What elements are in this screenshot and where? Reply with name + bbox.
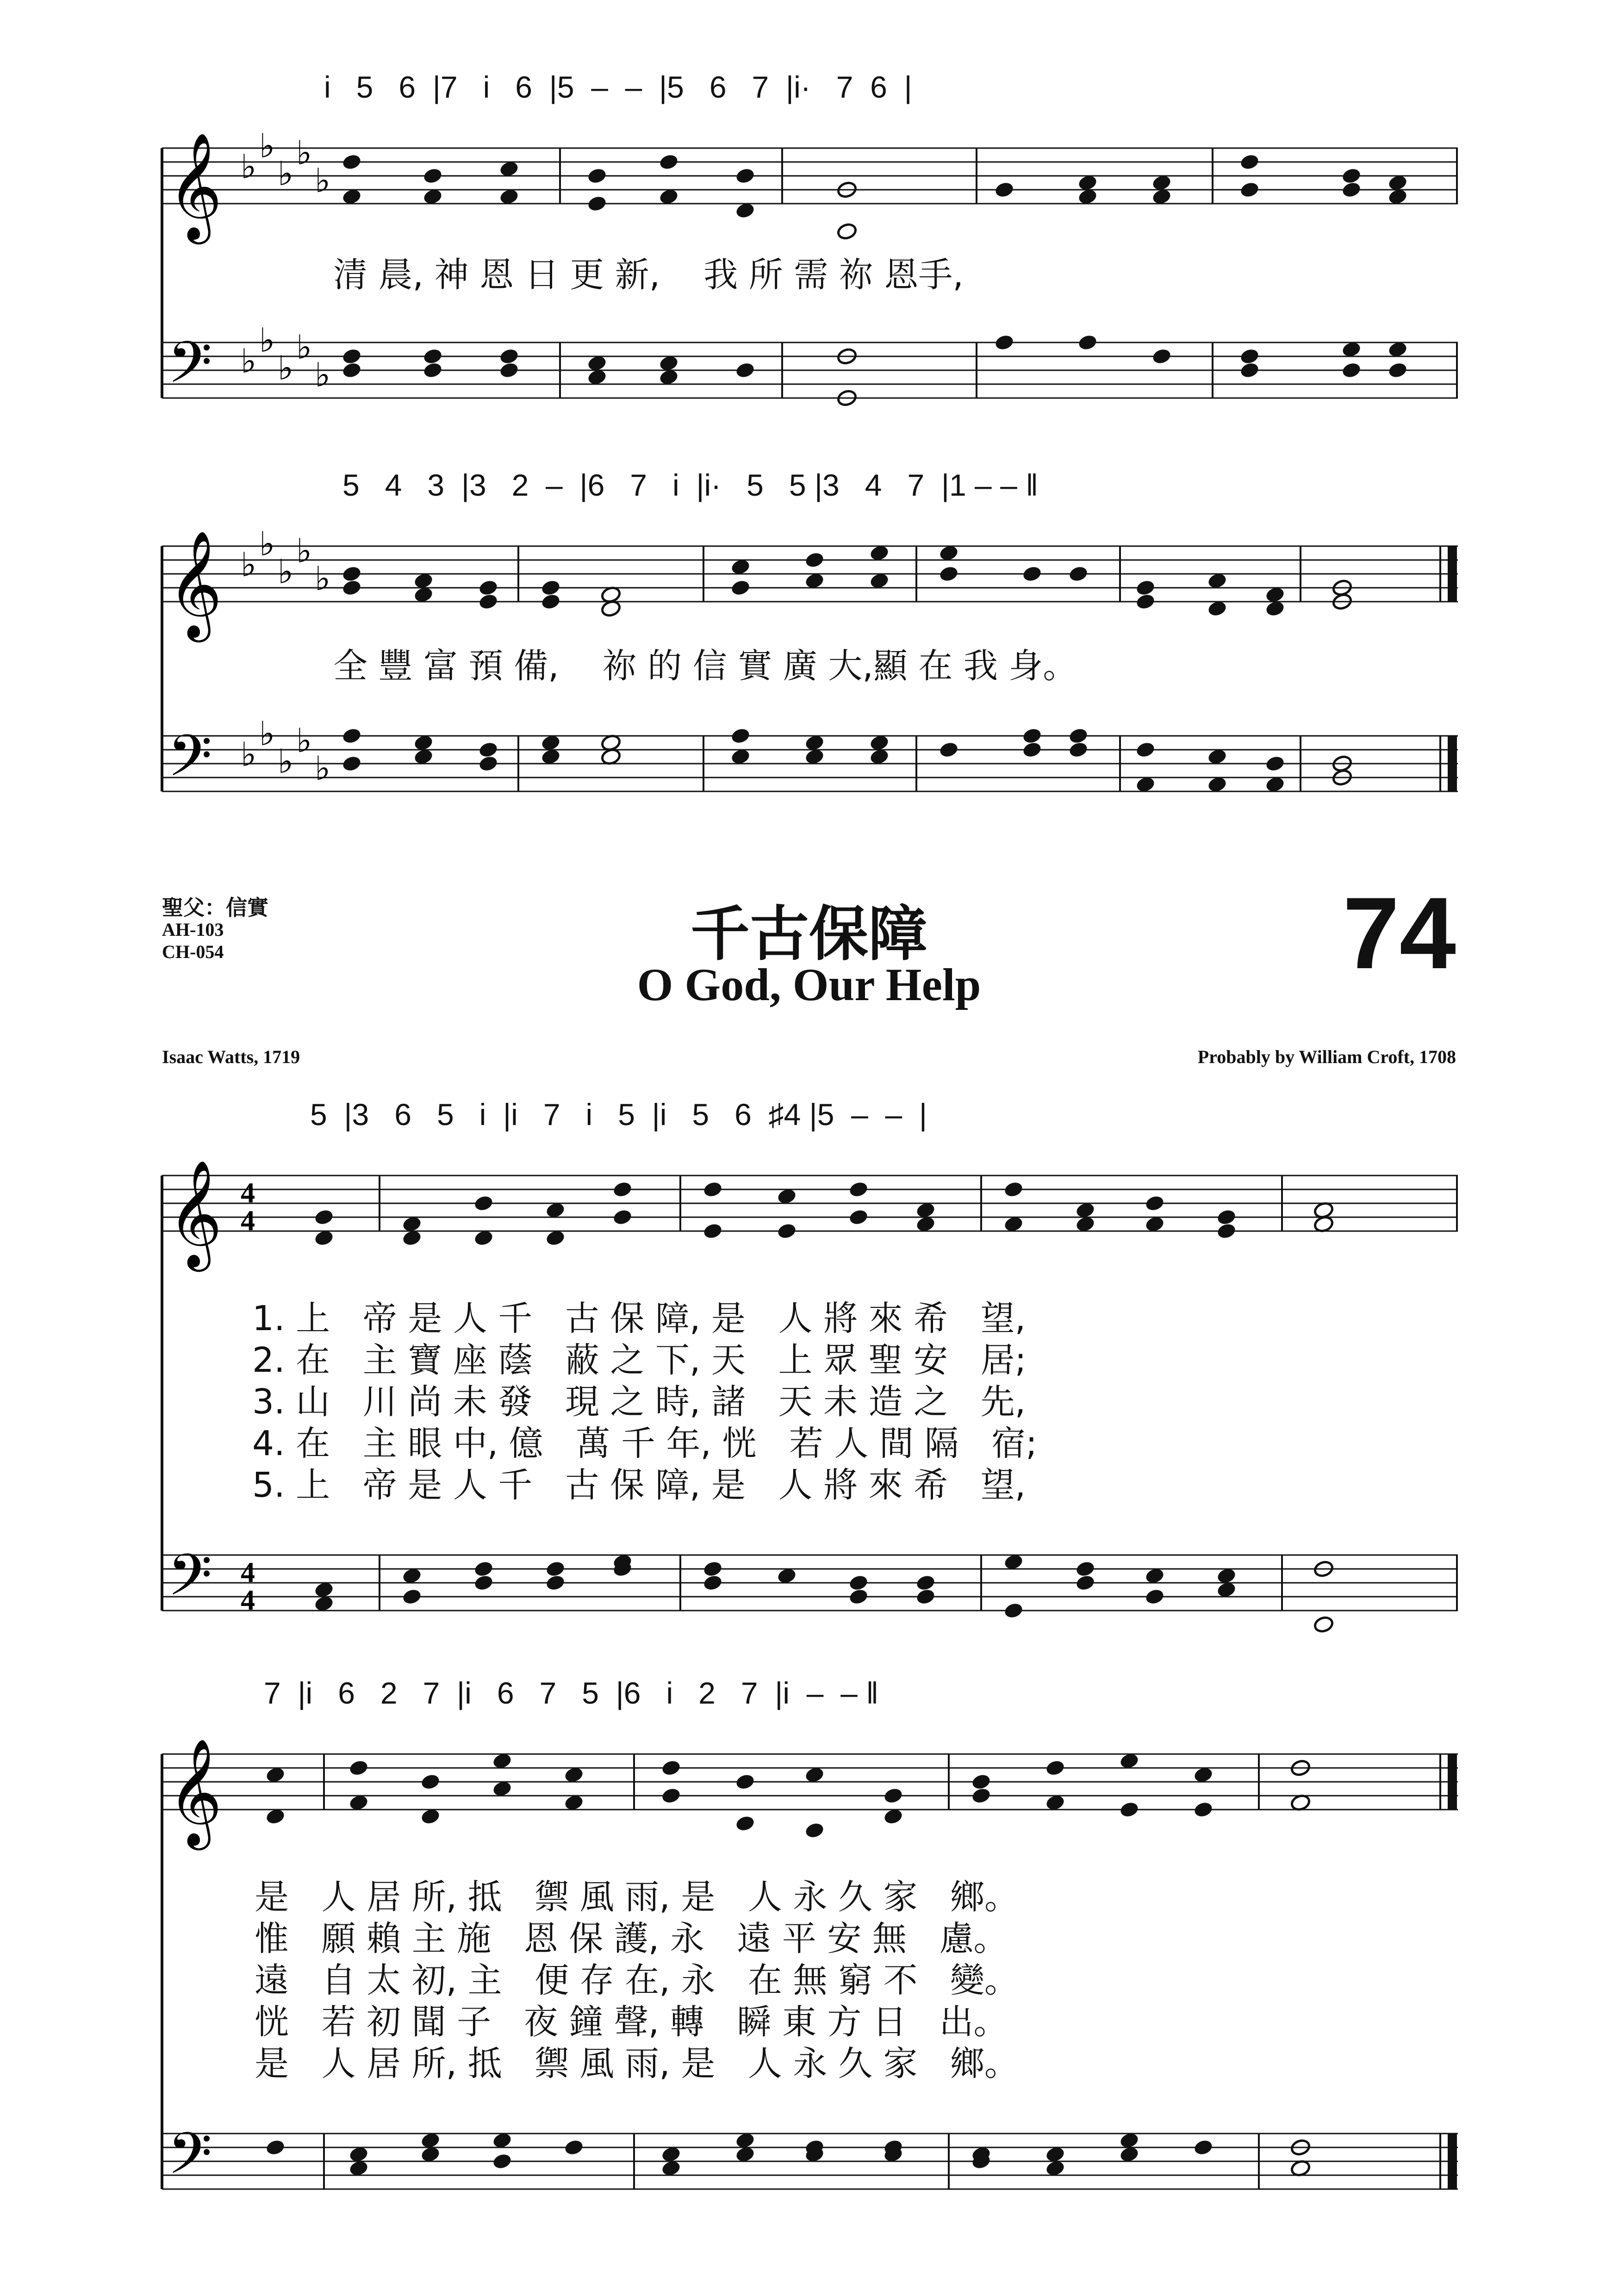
verse-line-4: 4. 在 主 眼 中, 億 萬 千 年, 恍 若 人 間 隔 宿; [252, 1424, 1038, 1463]
lyric-line: 清 晨, 神 恩 日 更 新, 我 所 需 祢 恩手, [333, 255, 964, 295]
svg-text:𝄢: 𝄢 [168, 2121, 212, 2201]
hymn-title-zh: 千古保障 [690, 899, 927, 969]
svg-text:4: 4 [241, 1205, 255, 1237]
verse-line-2: 惟 願 賴 主 施 恩 保 護, 永 遠 平 安 無 慮。 [255, 1919, 1008, 1959]
music-credit: Probably by William Croft, 1708 [1197, 1046, 1456, 1067]
jianpu-line: 5 |3 6 5 i |i 7 i 5 |i 5 6 ♯4 |5 – – | [310, 1097, 927, 1132]
verse-line-5: 是 人 居 所, 抵 禦 風 雨, 是 人 永 久 家 鄉。 [255, 2044, 1019, 2084]
svg-text:♭: ♭ [278, 154, 293, 193]
svg-text:♭: ♭ [241, 545, 256, 584]
jianpu-line: 7 |i 6 2 7 |i 6 7 5 |6 i 2 7 |i – – ‖ [264, 1676, 879, 1710]
svg-text:𝄞: 𝄞 [168, 1738, 223, 1846]
verse-line-1: 是 人 居 所, 抵 禦 風 雨, 是 人 永 久 家 鄉。 [255, 1877, 1019, 1917]
hymn-ref-ch: CH-054 [162, 941, 224, 962]
svg-text:4: 4 [241, 1177, 255, 1209]
jianpu-line: 5 4 3 |3 2 – |6 7 i |i· 5 5 |3 4 7 |1 – – ‖ [342, 468, 1039, 502]
verse-line-3: 3. 山 川 尚 未 發 現 之 時, 諸 天 未 造 之 先, [252, 1382, 1026, 1422]
hymn-category: 聖父：信實 [162, 895, 268, 920]
svg-text:♭: ♭ [296, 721, 312, 760]
svg-text:♭: ♭ [278, 742, 293, 781]
svg-text:♭: ♭ [315, 749, 330, 788]
svg-text:♭: ♭ [296, 133, 312, 172]
svg-text:♭: ♭ [241, 735, 256, 774]
svg-text:♭: ♭ [315, 161, 330, 200]
svg-text:𝄞: 𝄞 [168, 530, 223, 638]
verse-line-3: 遠 自 太 初, 主 便 存 在, 永 在 無 窮 不 變。 [255, 1960, 1019, 2000]
words-credit: Isaac Watts, 1719 [162, 1046, 300, 1067]
svg-text:♭: ♭ [259, 126, 275, 165]
svg-text:♭: ♭ [241, 342, 256, 380]
svg-text:4: 4 [241, 1585, 255, 1616]
verse-line-1: 1. 上 帝 是 人 千 古 保 障, 是 人 將 來 希 望, [252, 1299, 1026, 1338]
verse-line-4: 恍 若 初 聞 子 夜 鐘 聲, 轉 瞬 東 方 日 出。 [255, 2002, 1008, 2042]
bass-clef-icon: 𝄢 [168, 330, 212, 410]
svg-text:♭: ♭ [315, 559, 330, 598]
hymn-title-en: O God, Our Help [637, 959, 981, 1010]
svg-text:♭: ♭ [241, 147, 256, 186]
svg-text:4: 4 [241, 1557, 255, 1588]
svg-text:♭: ♭ [278, 348, 293, 387]
svg-text:♭: ♭ [296, 531, 312, 570]
svg-text:♭: ♭ [259, 714, 275, 753]
hymn-number: 74 [1343, 876, 1456, 990]
svg-text:𝄢: 𝄢 [168, 1542, 212, 1623]
hymn-ref-ah: AH-103 [162, 919, 224, 940]
svg-text:♭: ♭ [278, 552, 293, 591]
svg-text:♭: ♭ [259, 321, 275, 360]
verse-line-5: 5. 上 帝 是 人 千 古 保 障, 是 人 將 來 希 望, [252, 1465, 1026, 1505]
verse-line-2: 2. 在 主 寶 座 蔭 蔽 之 下, 天 上 眾 聖 安 居; [252, 1340, 1027, 1380]
lyric-line: 全 豐 富 預 備, 祢 的 信 實 廣 大,顯 在 我 身。 [333, 646, 1077, 686]
treble-clef-icon: 𝄞 [168, 132, 223, 240]
svg-text:♭: ♭ [296, 328, 312, 367]
svg-text:𝄞: 𝄞 [168, 1159, 223, 1267]
svg-text:♭: ♭ [259, 524, 275, 563]
svg-text:♭: ♭ [315, 355, 330, 394]
svg-text:𝄢: 𝄢 [168, 723, 212, 803]
jianpu-line: i 5 6 |7 i 6 |5 – – |5 6 7 |i· 7 6 | [324, 70, 912, 104]
